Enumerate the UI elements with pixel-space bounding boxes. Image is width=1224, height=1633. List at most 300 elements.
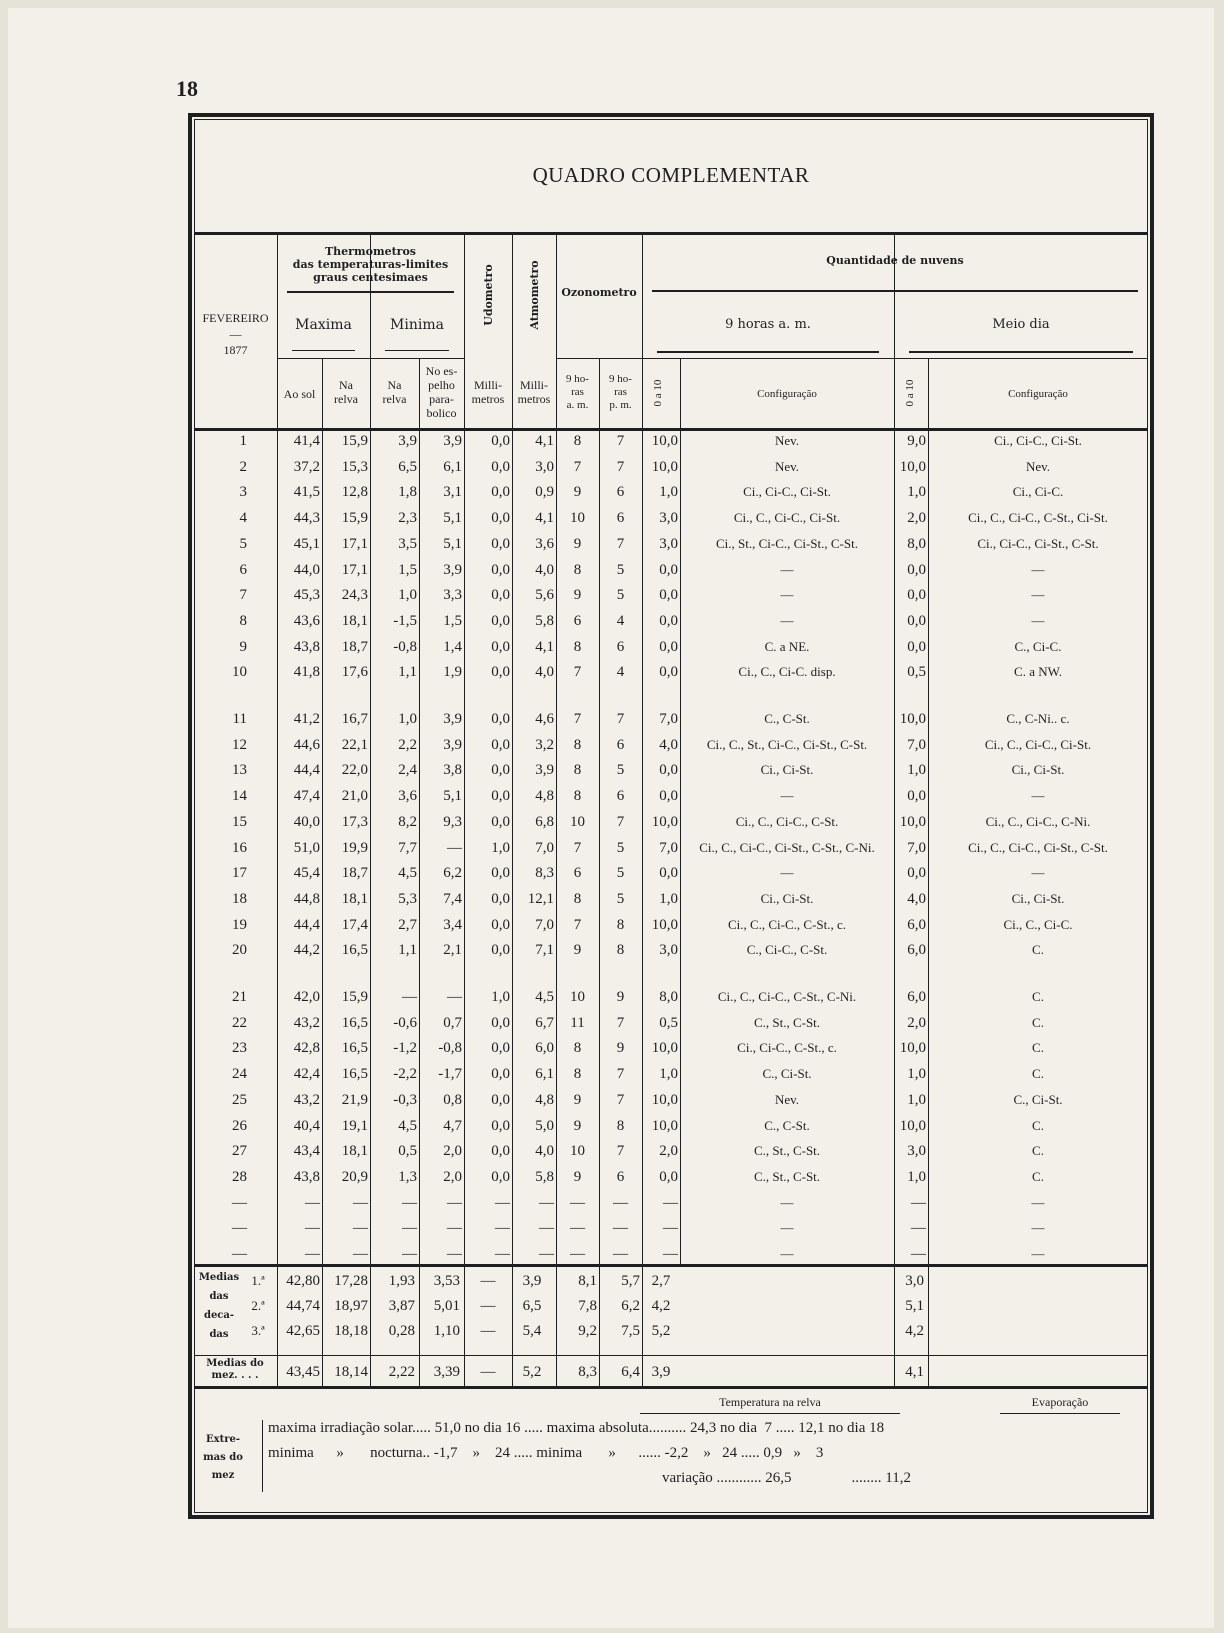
table-cell: 0,0	[491, 865, 510, 882]
medias-cell: 5,4	[522, 1323, 542, 1339]
table-cell: 5,0	[535, 1117, 554, 1134]
table-cell: Ci., C., Ci-C., C-St.	[735, 813, 839, 829]
table-cell: 18,7	[341, 865, 368, 882]
table-cell: 4	[616, 664, 625, 681]
table-cell: 4,0	[535, 664, 554, 681]
table-cell: Ci., Ci-St.	[760, 762, 814, 778]
table-cell: 0,8	[443, 1091, 462, 1108]
footer-line1: maxima irradiação solar..... 51,0 no dia 16 ..... maxima absoluta.......... 24,3 no dia 7 ..... 12,1 no dia 18	[268, 1420, 885, 1436]
month-dash: —	[229, 327, 242, 341]
evaporacao-swell	[1000, 1413, 1120, 1414]
table-cell: 9	[573, 484, 582, 501]
table-cell: 0,0	[491, 1040, 510, 1057]
table-cell: 15,3	[341, 458, 368, 475]
table-cell: 0,0	[491, 1168, 510, 1185]
table-cell: C., St., C-St.	[753, 1168, 821, 1184]
medias-cell: 4,2	[905, 1323, 924, 1339]
table-cell: 3,6	[398, 788, 417, 805]
table-cell: 5	[616, 561, 625, 578]
table-cell: —	[402, 1220, 417, 1237]
table-cell: 0,0	[907, 561, 926, 578]
table-cell: 10,0	[651, 458, 678, 475]
table-cell: 10,0	[899, 1040, 926, 1057]
table-cell: 7,0	[659, 839, 678, 856]
table-cell: C., Ci-C., C-St.	[746, 942, 828, 958]
year-label: 1877	[223, 343, 248, 357]
table-cell: 17,1	[341, 535, 368, 552]
medias-cell: 6,2	[621, 1298, 640, 1314]
table-cell: 5,1	[443, 788, 462, 805]
table-cell: -0,3	[393, 1091, 417, 1108]
table-cell: —	[353, 1220, 368, 1237]
table-cell: 2,0	[443, 1168, 462, 1185]
table-cell: 0,5	[398, 1143, 417, 1160]
meio-swell	[909, 351, 1133, 353]
table-cell: 3	[239, 484, 247, 501]
table-cell: 44,4	[293, 916, 320, 933]
milli-atmo-label-2: metros	[517, 392, 551, 406]
table-cell: 5	[239, 535, 247, 552]
table-cell: 9	[573, 535, 582, 552]
medias-column-rule	[928, 1264, 929, 1386]
table-cell: C.	[1032, 1014, 1044, 1030]
table-cell: 5,6	[535, 587, 554, 604]
table-cell: Ci., Ci-St.	[1011, 890, 1065, 906]
medias-cell: 5,1	[905, 1298, 924, 1314]
nuvens-swell	[652, 290, 1138, 292]
table-cell: C.	[1032, 989, 1044, 1004]
table-cell: 18,1	[341, 890, 368, 907]
table-cell: -0,6	[393, 1014, 417, 1031]
table-cell: Ci., Ci-St.	[760, 890, 814, 906]
medias-mez-cell: —	[480, 1364, 496, 1380]
table-cell: 9	[573, 1091, 582, 1108]
nuvens-sub-rule	[642, 358, 1148, 359]
table-cell: 1,1	[398, 942, 417, 959]
medias-cell: 1,93	[388, 1273, 415, 1289]
table-cell: 4,5	[535, 989, 554, 1005]
table-cell: 12	[232, 736, 247, 753]
oz-pm-label-3: p. m.	[609, 399, 632, 411]
table-cell: 0,0	[491, 736, 510, 753]
table-cell: —	[305, 1194, 320, 1211]
medias-cell: —	[480, 1298, 496, 1314]
table-cell: —	[232, 1246, 247, 1262]
table-cell: 6,1	[443, 458, 462, 475]
table-cell: 0,5	[659, 1014, 678, 1031]
table-cell: 0,0	[491, 664, 510, 681]
table-cell: 8,0	[907, 535, 926, 552]
table-cell: —	[402, 1246, 417, 1262]
table-cell: 8	[573, 736, 582, 753]
table-cell: 3,0	[535, 458, 554, 475]
table-cell: 3,9	[535, 762, 554, 779]
table-cell: —	[539, 1246, 554, 1262]
table-cell: 7	[239, 587, 247, 604]
medias-mez-cell: 43,45	[286, 1364, 320, 1380]
table-cell: Ci., Ci-C.	[1012, 484, 1064, 500]
table-cell: 4,5	[398, 865, 417, 882]
table-cell: 45,4	[293, 865, 320, 882]
table-cell: 0,0	[491, 535, 510, 552]
table-cell: 6	[616, 638, 625, 655]
footer-line3: variação ............ 26,5 ........ 11,2	[662, 1470, 911, 1486]
table-cell: —	[305, 1246, 320, 1262]
table-cell: 10,0	[651, 1117, 678, 1134]
table-cell: C., Ci-St.	[762, 1066, 812, 1082]
table-cell: C. a NE.	[764, 638, 810, 654]
table-cell: 16,5	[341, 1040, 368, 1057]
oz-am-label-2: ras	[571, 386, 584, 398]
medias-cell: 8,1	[578, 1273, 597, 1289]
table-cell: 27	[232, 1143, 247, 1160]
medias-cell: 7,5	[621, 1323, 640, 1339]
table-cell: 1,0	[907, 1091, 926, 1108]
table-cell: 6,0	[907, 942, 926, 959]
nuvens-label: Quantidade de nuvens	[826, 254, 964, 267]
table-cell: Ci., Ci-C., C-St., c.	[737, 1040, 837, 1056]
table-cell: 8	[573, 1040, 582, 1057]
table-cell: 7	[616, 433, 625, 449]
table-cell: 7	[616, 1066, 625, 1083]
table-cell: 0,0	[491, 484, 510, 501]
temp-relva-swell	[640, 1413, 900, 1414]
medias-cell: 3,0	[905, 1273, 924, 1289]
na-relva-label-2: relva	[334, 392, 358, 406]
table-cell: 3,9	[443, 433, 462, 449]
espelho-label-1: No es-	[425, 364, 458, 378]
thermo-title-1: Thermometros	[325, 245, 416, 258]
table-cell: 5	[616, 587, 625, 604]
medias-cell: 18,97	[334, 1298, 368, 1314]
table-cell: 7	[573, 839, 582, 856]
table-cell: 6	[239, 561, 247, 578]
header-top-rule	[194, 232, 1148, 235]
table-cell: 51,0	[293, 839, 320, 856]
table-cell: 9	[573, 1117, 582, 1134]
table-cell: C., C-Ni.. c.	[1006, 711, 1070, 726]
espelho-label-3: para-	[429, 392, 454, 406]
table-cell: 7	[616, 1091, 625, 1108]
table-cell: Ci., C., Ci-C., Ci-St.	[733, 510, 841, 526]
table-cell: 22,0	[341, 762, 368, 779]
table-cell: 9,0	[907, 433, 926, 449]
table-cell: 16,5	[341, 1066, 368, 1083]
table-cell: Nev.	[774, 458, 800, 474]
table-cell: 6,1	[535, 1066, 554, 1083]
table-cell: 6,8	[535, 813, 554, 830]
table-cell: 8,0	[659, 989, 678, 1005]
table-cell: 7	[573, 711, 582, 727]
table-cell: 1,0	[659, 1066, 678, 1083]
table-cell: 1,0	[491, 989, 510, 1005]
table-cell: 0,0	[491, 561, 510, 578]
table-cell: 15,9	[341, 989, 368, 1005]
medias-mez-cell: 3,39	[433, 1364, 460, 1380]
table-cell: C.	[1032, 1066, 1044, 1082]
milli-label-2: metros	[471, 392, 505, 406]
table-cell: Nev.	[774, 1091, 800, 1107]
table-cell: 43,2	[293, 1014, 320, 1031]
table-cell: 7	[573, 916, 582, 933]
table-cell: 3,2	[535, 736, 554, 753]
table-cell: —	[1031, 561, 1045, 577]
table-cell: —	[613, 1220, 628, 1237]
table-cell: —	[663, 1246, 678, 1262]
table-cell: 7	[616, 1014, 625, 1031]
milli-atmo-label-1: Milli-	[519, 378, 548, 392]
table-cell: —	[495, 1246, 510, 1262]
medias-cell: 5,01	[433, 1298, 460, 1314]
table-cell: —	[613, 1246, 628, 1262]
table-cell: 0,0	[907, 638, 926, 655]
table-cell: 10	[232, 664, 247, 681]
table-cell: —	[495, 1220, 510, 1237]
table-cell: 2,0	[443, 1143, 462, 1160]
table-cell: 10,0	[651, 916, 678, 933]
table-cell: 25	[232, 1091, 247, 1108]
medias-cell: —	[480, 1273, 496, 1289]
table-cell: 0,0	[659, 587, 678, 604]
table-cell: —	[1031, 587, 1045, 603]
extremas-bracket	[262, 1420, 263, 1492]
table-cell: 44,6	[293, 736, 320, 753]
table-cell: 14	[232, 788, 247, 805]
table-cell: —	[613, 1194, 628, 1211]
table-cell: —	[495, 1194, 510, 1211]
table-cell: C.	[1032, 1168, 1044, 1184]
table-cell: 10,0	[651, 1040, 678, 1057]
table-cell: 1,5	[443, 612, 462, 629]
table-cell: 0,0	[491, 942, 510, 959]
zero-a-dez-label-2: 0 a 10	[904, 379, 916, 407]
table-cell: 6	[616, 736, 625, 753]
table-cell: 3,9	[443, 736, 462, 753]
thermo-title-3: graus centesimaes	[313, 271, 428, 284]
table-cell: —	[447, 989, 462, 1005]
thermo-title-2: das temperaturas-limites	[292, 258, 449, 271]
table-cell: 17,3	[341, 813, 368, 830]
temp-relva-label: Temperatura na relva	[719, 1395, 821, 1409]
medias-cell: 18,18	[334, 1323, 368, 1339]
medias-cell: 3,53	[433, 1273, 460, 1289]
table-cell: 10,0	[899, 1117, 926, 1134]
table-cell: —	[1031, 612, 1045, 628]
table-cell: C.	[1032, 1117, 1044, 1133]
table-cell: 0,0	[659, 788, 678, 805]
espelho-label-4: bolico	[426, 406, 457, 420]
table-cell: 8	[573, 890, 582, 907]
table-cell: C.	[1032, 1040, 1044, 1056]
maxima-label: Maxima	[295, 317, 352, 333]
table-cell: 6	[573, 865, 582, 882]
table-cell: 7	[616, 711, 625, 727]
table-cell: —	[911, 1194, 926, 1211]
footer-line2: minima » nocturna.. -1,7 » 24 ..... minima » ...... -2,2 » 24 ..... 0,9 » 3	[268, 1445, 824, 1461]
table-cell: 4	[616, 612, 625, 629]
table-cell: —	[232, 1220, 247, 1237]
table-cell: 8	[573, 788, 582, 805]
medias-mez-cell: 8,3	[578, 1364, 597, 1380]
table-cell: 19,1	[341, 1117, 368, 1134]
na-relva-label-1: Na	[339, 378, 353, 392]
table-cell: 10,0	[899, 711, 926, 727]
table-cell: 0,0	[659, 638, 678, 655]
table-cell: 43,8	[293, 638, 320, 655]
table-cell: 44,0	[293, 561, 320, 578]
table-cell: 7	[573, 458, 582, 475]
table-cell: 6	[616, 788, 625, 805]
table-cell: C.	[1032, 1143, 1044, 1159]
medias-cell: 4,2	[651, 1298, 671, 1314]
table-cell: 13	[232, 762, 247, 779]
table-cell: 24	[232, 1066, 247, 1083]
table-cell: 0,0	[659, 865, 678, 882]
table-cell: 6,7	[535, 1014, 554, 1031]
table-cell: 8,2	[398, 813, 417, 830]
table-cell: Ci., Ci-C., Ci-St.	[994, 433, 1082, 448]
table-cell: 2	[239, 458, 247, 475]
extremas-label: mas do	[203, 1452, 243, 1463]
table-cell: 7,0	[659, 711, 678, 727]
thermo-swell	[287, 291, 454, 293]
minima-label: Minima	[390, 317, 444, 333]
table-cell: 4,7	[443, 1117, 462, 1134]
table-cell: 2,3	[398, 510, 417, 527]
table-cell: 40,4	[293, 1117, 320, 1134]
table-cell: -2,2	[393, 1066, 417, 1083]
table-cell: 8	[573, 762, 582, 779]
table-cell: C., Ci-St.	[1013, 1091, 1063, 1107]
medias-cell: 42,80	[286, 1273, 320, 1289]
page-title: QUADRO COMPLEMENTAR	[532, 163, 810, 187]
table-cell: 1,0	[398, 711, 417, 727]
table-cell: 7	[616, 458, 625, 475]
table-cell: 4,0	[535, 561, 554, 578]
table-cell: 21,9	[341, 1091, 368, 1108]
table-cell: —	[780, 561, 794, 577]
table-cell: 4	[239, 510, 247, 527]
table-cell: 3,9	[398, 433, 417, 449]
nove-horas-label: 9 horas a. m.	[725, 317, 811, 332]
table-cell: —	[780, 1194, 794, 1210]
medias-cell: 3,87	[388, 1298, 415, 1314]
table-cell: Ci., Ci-C., Ci-St., C-St.	[977, 535, 1099, 551]
table-cell: 0,9	[535, 484, 554, 501]
table-cell: 9	[573, 1168, 582, 1185]
table-cell: —	[663, 1220, 678, 1237]
medias-cell: 17,28	[334, 1273, 368, 1289]
table-cell: 43,2	[293, 1091, 320, 1108]
table-cell: 0,0	[491, 612, 510, 629]
table-cell: 4,1	[535, 433, 554, 449]
header-bottom-rule	[194, 428, 1148, 431]
table-cell: 0,0	[491, 587, 510, 604]
extremas-label: Extre-	[206, 1434, 240, 1445]
medias-cell: 2,7	[651, 1273, 671, 1289]
table-cell: 6,2	[443, 865, 462, 882]
table-cell: 1,0	[398, 587, 417, 604]
table-cell: 15,9	[341, 510, 368, 527]
table-cell: 4,0	[535, 1143, 554, 1160]
table-cell: —	[780, 1220, 794, 1236]
table-cell: 45,1	[293, 535, 320, 552]
table-cell: 3,3	[443, 587, 462, 604]
table-cell: 6,0	[535, 1040, 554, 1057]
table-cell: Ci., C., Ci-C., C-Ni.	[985, 813, 1091, 829]
table-cell: 16,5	[341, 1014, 368, 1031]
table-cell: 1,0	[907, 1066, 926, 1083]
table-cell: —	[911, 1246, 926, 1262]
table-cell: 43,8	[293, 1168, 320, 1185]
table-cell: Ci., C., St., Ci-C., Ci-St., C-St.	[706, 736, 868, 752]
table-cell: -1,2	[393, 1040, 417, 1057]
table-cell: 18	[232, 890, 247, 907]
table-cell: —	[447, 839, 462, 856]
table-cell: 5,8	[535, 612, 554, 629]
table-cell: 0,0	[491, 458, 510, 475]
table-cell: 2,7	[398, 916, 417, 933]
table-cell: 7	[616, 535, 625, 552]
medias-label: das	[209, 1329, 229, 1340]
na-relva-min-label-1: Na	[387, 378, 402, 392]
medias-mez-cell: 6,4	[621, 1364, 640, 1380]
table-cell: 41,5	[293, 484, 320, 501]
table-cell: 37,2	[293, 458, 320, 475]
table-cell: 22,1	[341, 736, 368, 753]
table-cell: 9	[616, 989, 625, 1005]
table-cell: Ci., C., Ci-C., C-St., c.	[727, 916, 847, 932]
table-cell: 2,0	[659, 1143, 678, 1160]
table-cell: 8	[573, 433, 582, 449]
table-cell: 8	[616, 942, 625, 959]
table-cell: 0,0	[491, 890, 510, 907]
extremas-label: mez	[211, 1470, 235, 1481]
medias-cell: —	[480, 1323, 496, 1339]
table-cell: 10,0	[651, 1091, 678, 1108]
table-cell: 12,1	[527, 890, 554, 907]
table-cell: 10,0	[651, 813, 678, 830]
table-cell: 10,0	[899, 813, 926, 830]
table-cell: 0,0	[491, 1143, 510, 1160]
medias-cell: 42,65	[286, 1323, 320, 1339]
medias-cell: 6,5	[522, 1298, 542, 1314]
table-cell: 0,0	[907, 788, 926, 805]
table-cell: C., St., C-St.	[753, 1143, 821, 1159]
table-cell: —	[780, 1246, 794, 1261]
table-cell: —	[911, 1220, 926, 1237]
table-cell: 7,0	[535, 839, 554, 856]
table-cell: Ci., C., Ci-C. disp.	[738, 664, 836, 680]
table-cell: 9	[573, 942, 582, 959]
table-cell: 6	[573, 612, 582, 629]
table-cell: 42,4	[293, 1066, 320, 1083]
table-cell: Ci., Ci-C., Ci-St.	[743, 484, 831, 500]
table-cell: 43,4	[293, 1143, 320, 1160]
table-cell: 9	[616, 1040, 625, 1057]
table-cell: 41,4	[293, 433, 320, 449]
table-cell: 10,0	[899, 458, 926, 475]
table-cell: 44,8	[293, 890, 320, 907]
table-cell: 12,8	[341, 484, 368, 501]
medias-mez-cell: 5,2	[522, 1364, 542, 1380]
medias-mez-cell: 2,22	[388, 1364, 415, 1380]
table-cell: 0,0	[491, 916, 510, 933]
udometro-label: Udometro	[482, 264, 495, 326]
table-cell: 7,0	[535, 916, 554, 933]
table-cell: C. a NW.	[1014, 664, 1062, 680]
table-cell: 44,3	[293, 510, 320, 527]
